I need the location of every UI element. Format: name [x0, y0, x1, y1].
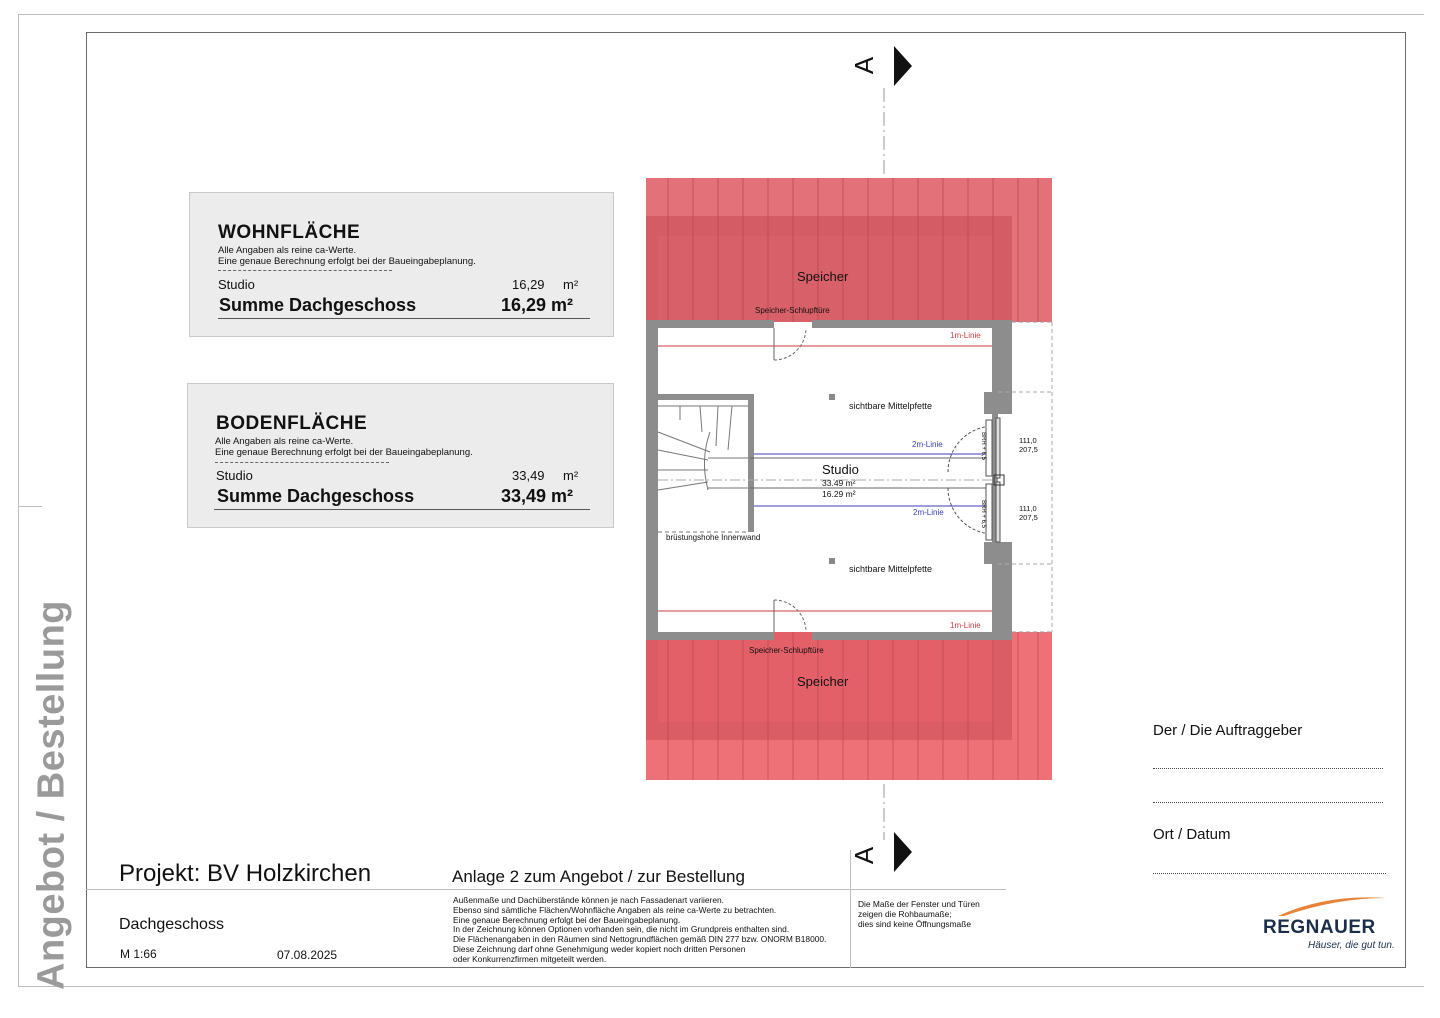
window-bottom-height: 207,5	[1019, 513, 1038, 522]
bodenflaeche-box	[187, 383, 614, 528]
bodenflaeche-note-1: Alle Angaben als reine ca-Werte.	[215, 436, 354, 447]
drawing-scale: M 1:66	[120, 947, 157, 961]
wohnflaeche-box	[189, 192, 614, 337]
wohnflaeche-sum-underline	[218, 318, 590, 319]
disclaimer-line: oder Konkurrenzfirmen mitgeteilt werden.	[453, 953, 607, 964]
label-inner-wall: brüstungshohe Innenwand	[666, 533, 761, 542]
bodenflaeche-sum-value: 33,49 m²	[501, 486, 574, 506]
title-block-divider	[86, 889, 1006, 890]
disclaimer-line: Eine genaue Berechnung erfolgt bei der Baueingabeplanung.	[453, 914, 681, 925]
label-2m-bottom: 2m-Linie	[913, 508, 944, 517]
fold-mark	[18, 506, 42, 507]
section-marker-top-letter: A	[849, 56, 880, 75]
window-bottom-dimensions	[1019, 504, 1038, 522]
wohnflaeche-room-unit: m²	[563, 277, 579, 292]
measure-note-line: Die Maße der Fenster und Türen	[858, 899, 980, 909]
bodenflaeche-title: BODENFLÄCHE	[216, 413, 368, 434]
place-date-label: Ort / Datum	[1153, 826, 1231, 843]
place-date-line	[1153, 873, 1386, 874]
page-border-top	[18, 14, 1424, 15]
section-marker-bottom-letter: A	[849, 846, 880, 865]
disclaimer-text	[453, 896, 848, 965]
label-room-name: Studio	[822, 462, 859, 477]
bodenflaeche-sum-underline	[214, 509, 590, 510]
bodenflaeche-room-value: 33,49	[512, 468, 545, 483]
signature-line-2	[1153, 802, 1383, 803]
signature-line-1	[1153, 768, 1383, 769]
section-marker-top	[849, 42, 916, 92]
bodenflaeche-separator	[215, 462, 389, 463]
client-label: Der / Die Auftraggeber	[1153, 722, 1303, 739]
purlin-marker-top	[829, 394, 835, 400]
measure-note-line: zeigen die Rohbaumaße;	[858, 908, 952, 919]
title-block-vertical	[850, 850, 851, 968]
regnauer-logo	[1262, 890, 1402, 954]
label-hatch-top: Speicher-Schlupftüre	[755, 306, 830, 315]
window-top-height: 207,5	[1019, 445, 1038, 454]
wohnflaeche-sum-label: Summe Dachgeschoss	[219, 295, 417, 315]
disclaimer-line: In der Zeichnung können Optionen vorhanden sein, die nicht im Grundpreis enthalten sind.	[453, 924, 790, 935]
wohnflaeche-sum-value: 16,29 m²	[501, 295, 574, 315]
label-speicher-bottom: Speicher	[797, 674, 849, 689]
wohnflaeche-room-label: Studio	[218, 277, 255, 292]
window-top-width: 111,0	[1019, 436, 1037, 445]
disclaimer-line: Die Flächenangaben in den Räumen sind Nettogrundflächen gemäß DIN 277 bzw. ONORM B18000.	[453, 934, 827, 945]
label-hatch-bottom: Speicher-Schlupftüre	[749, 646, 824, 655]
wohnflaeche-room-value: 16,29	[512, 277, 545, 292]
label-room-area-1: 33.49 m²	[822, 478, 856, 488]
drawing-date: 07.08.2025	[277, 948, 338, 962]
page-border-bottom	[18, 986, 1424, 987]
project-title: Projekt: BV Holzkirchen	[119, 860, 372, 887]
label-speicher-top: Speicher	[797, 269, 849, 284]
logo-swoosh-icon	[1276, 892, 1388, 918]
disclaimer-line: Ebenso sind sämtliche Flächen/Wohnfläche Angaben als reine ca-Werte zu betrachten.	[453, 904, 777, 915]
floor-name: Dachgeschoss	[119, 916, 224, 933]
wohnflaeche-separator	[218, 270, 392, 271]
wohnflaeche-note-2: Eine genaue Berechnung erfolgt bei der Baueingabeplanung.	[218, 256, 476, 267]
window-top-dimensions	[1019, 436, 1038, 454]
label-purlin-top: sichtbare Mittelpfette	[849, 401, 933, 411]
disclaimer-line: Außenmaße und Dachüberstände können je nach Fassadenart variieren.	[453, 895, 724, 905]
logo-name: REGNAUER	[1263, 917, 1376, 938]
attachment-title: Anlage 2 zum Angebot / zur Bestellung	[452, 867, 745, 886]
floor-plan	[640, 170, 1060, 790]
wohnflaeche-note-1: Alle Angaben als reine ca-Werte.	[218, 245, 357, 256]
label-room-area-2: 16.29 m²	[822, 489, 856, 499]
wohnflaeche-title: WOHNFLÄCHE	[218, 222, 361, 243]
measure-note-line: dies sind keine Öffnungsmaße	[858, 918, 971, 929]
bodenflaeche-sum-label: Summe Dachgeschoss	[217, 486, 415, 506]
page-border-left	[18, 14, 19, 986]
side-label: Angebot / Bestellung	[30, 600, 73, 990]
label-2m-top: 2m-Linie	[912, 440, 943, 449]
label-1m-top: 1m-Linie	[950, 331, 981, 340]
label-1m-bottom: 1m-Linie	[950, 621, 981, 630]
bodenflaeche-note-2: Eine genaue Berechnung erfolgt bei der Baueingabeplanung.	[215, 447, 473, 458]
disclaimer-line: Diese Zeichnung darf ohne Genehmigung weder kopiert noch dritten Personen	[453, 943, 746, 954]
window-bottom-width: 111,0	[1019, 504, 1037, 513]
sill-height-top: BRH + 6,5	[979, 432, 986, 460]
bodenflaeche-room-unit: m²	[563, 468, 579, 483]
bodenflaeche-room-label: Studio	[216, 468, 253, 483]
section-arrow-bottom-icon	[894, 832, 914, 872]
purlin-marker-bottom	[829, 558, 835, 564]
section-arrow-top-icon	[894, 46, 914, 86]
sill-height-bottom: BRH + 6,5	[979, 500, 986, 528]
label-purlin-bottom: sichtbare Mittelpfette	[849, 564, 933, 574]
measure-note	[858, 900, 1008, 929]
logo-tagline: Häuser, die gut tun.	[1308, 940, 1395, 951]
